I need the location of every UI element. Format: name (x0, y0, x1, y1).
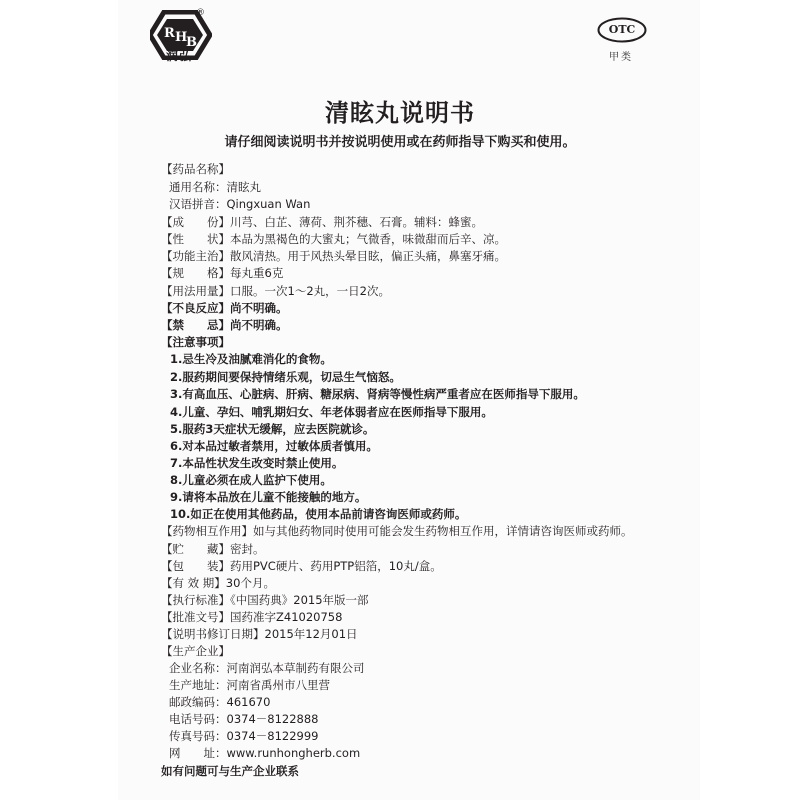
page-title: 清眩丸说明书 (325, 99, 475, 127)
pinyin-name: 汉语拼音：Qingxuan Wan (169, 197, 311, 211)
logo-letter-r: R (164, 26, 175, 41)
precaution-item: 7.本品性状发生改变时禁止使用。 (170, 456, 344, 470)
storage: 【贮 藏】密封。 (161, 542, 265, 556)
subtitle: 请仔细阅读说明书并按说明使用或在药师指导下购买和使用。 (224, 135, 576, 150)
precautions-header: 【注意事项】 (161, 335, 230, 349)
manufacturer-line: 企业名称：河南润弘本草制药有限公司 (169, 661, 365, 675)
revision-date: 【说明书修订日期】2015年12月01日 (161, 627, 358, 641)
indications: 【功能主治】散风清热。用于风热头晕目眩，偏正头痛，鼻塞牙痛。 (161, 249, 506, 263)
precaution-item: 9.请将本品放在儿童不能接触的地方。 (170, 490, 367, 504)
precaution-item: 1.忌生冷及油腻难消化的食物。 (170, 352, 332, 366)
ingredients: 【成 份】川芎、白芷、薄荷、荆芥穗、石膏。辅料：蜂蜜。 (161, 215, 483, 229)
registered-mark: ® (196, 8, 205, 18)
precaution-item: 5.服药3天症状无缓解，应去医院就诊。 (170, 422, 375, 436)
manufacturer-line: 传真号码：0374－8122999 (169, 729, 319, 743)
logo-text: 润弘 (166, 49, 193, 63)
precaution-item: 10.如正在使用其他药品，使用本品前请咨询医师或药师。 (170, 507, 467, 521)
validity: 【有 效 期】30个月。 (161, 576, 275, 590)
drug-name-header: 【药品名称】 (161, 162, 230, 176)
manufacturer-line: 生产地址：河南省禹州市八里营 (169, 678, 330, 692)
standard: 【执行标准】《中国药典》2015年版一部 (161, 593, 369, 607)
adverse-reactions: 【不良反应】尚不明确。 (161, 301, 288, 315)
logo-letter-b: B (186, 35, 197, 50)
precaution-item: 8.儿童必须在成人监护下使用。 (170, 473, 332, 487)
manufacturer-line: 电话号码：0374－8122888 (169, 712, 319, 726)
dosage: 【用法用量】口服。一次1～2丸，一日2次。 (161, 284, 390, 298)
specification: 【规 格】每丸重6克 (161, 266, 284, 280)
otc-class: 甲类 (609, 52, 633, 63)
approval-number: 【批准文号】国药准字Z41020758 (161, 610, 343, 624)
manufacturer-header: 【生产企业】 (161, 644, 230, 658)
precaution-item: 3.有高血压、心脏病、肝病、糖尿病、肾病等慢性病严重者应在医师指导下服用。 (170, 387, 585, 401)
otc-badge: OTC (608, 23, 636, 36)
manufacturer-line: 邮政编码：461670 (169, 695, 271, 709)
footer-contact-note: 如有问题可与生产企业联系 (161, 764, 299, 778)
precaution-item: 2.服药期间要保持情绪乐观，切忌生气恼怒。 (170, 370, 401, 384)
generic-name: 通用名称：清眩丸 (169, 180, 261, 194)
packaging: 【包 装】药用PVC硬片、药用PTP铝箔，10丸/盒。 (161, 559, 442, 573)
precaution-item: 4.儿童、孕妇、哺乳期妇女、年老体弱者应在医师指导下服用。 (170, 405, 493, 419)
website: 网 址：www.runhongherb.com (169, 746, 361, 760)
logo-letter-h: H (175, 30, 188, 45)
precaution-item: 6.对本品过敏者禁用，过敏体质者慎用。 (170, 439, 378, 453)
contraindications: 【禁 忌】尚不明确。 (161, 318, 288, 332)
description: 【性 状】本品为黑褐色的大蜜丸；气微香，味微甜而后辛、凉。 (161, 232, 506, 246)
interactions: 【药物相互作用】如与其他药物同时使用可能会发生药物相互作用，详情请咨询医师或药师。 (161, 524, 633, 538)
